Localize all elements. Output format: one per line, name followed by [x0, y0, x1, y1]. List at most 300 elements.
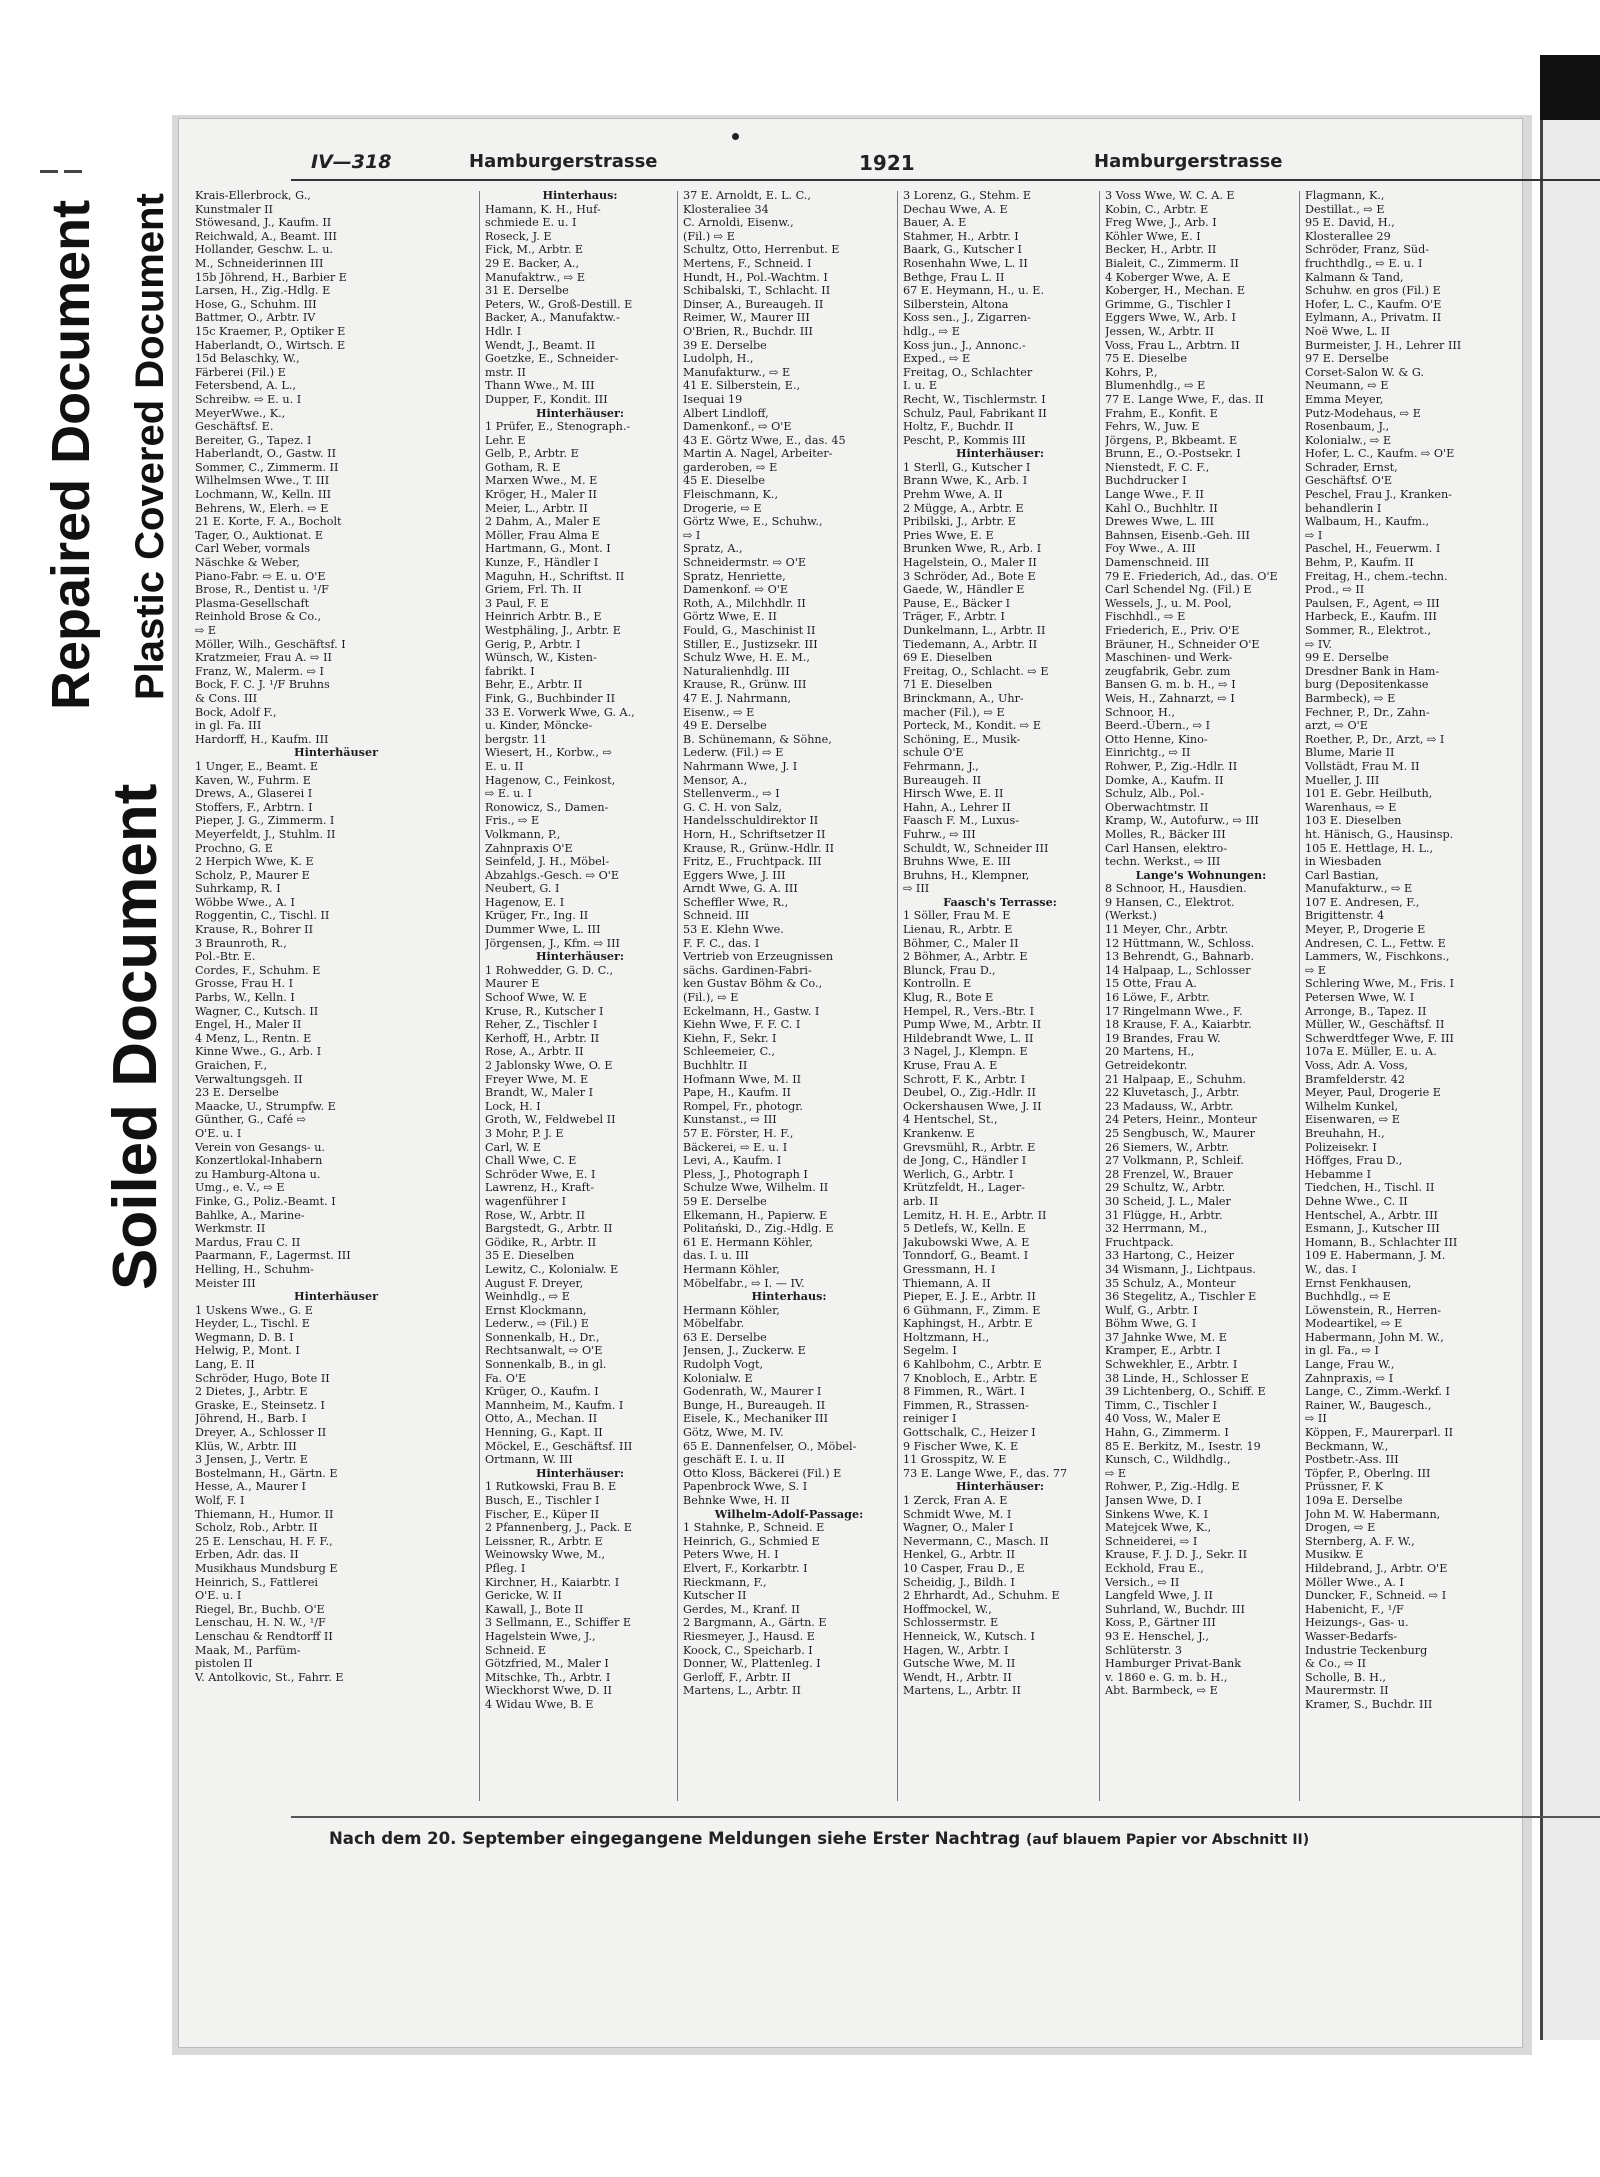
directory-entry: Bauer, A. E: [903, 216, 967, 230]
directory-entry: Kunstanst., ⇨ III: [683, 1113, 777, 1127]
directory-entry: Kramp, W., Autofurw., ⇨ III: [1105, 814, 1259, 828]
directory-entry: Carl, W. E: [485, 1140, 542, 1154]
directory-entry: Brose, R., Dentist u. ¹/F: [195, 583, 329, 597]
directory-entry: Haberlandt, O., Wirtsch. E: [195, 338, 346, 352]
directory-entry: 15b Jöhrend, H., Barbier E: [195, 270, 347, 284]
directory-entry: (Werkst.): [1105, 909, 1157, 923]
directory-entry: Pieper, J. G., Zimmerm. I: [195, 814, 335, 828]
directory-entry: Klosterallee 29: [1305, 229, 1391, 243]
directory-entry: 105 E. Hettlage, H. L.,: [1305, 841, 1434, 855]
directory-entry: Geschäftsf. O'E: [1305, 474, 1393, 488]
directory-entry: fabrikt. I: [485, 664, 535, 678]
directory-entry: 31 E. Derselbe: [485, 284, 569, 298]
directory-entry: Henning, G., Kapt. II: [485, 1426, 603, 1440]
directory-entry: Dummer Wwe, L. III: [485, 923, 601, 937]
directory-entry: Molles, R., Bäcker III: [1105, 827, 1226, 841]
directory-entry: Vertrieb von Erzeugnissen: [683, 950, 834, 964]
directory-entry: Musikhaus Mundsburg E: [195, 1561, 338, 1575]
directory-entry: bergstr. 11: [485, 732, 547, 746]
directory-entry: Bock, Adolf F.,: [195, 705, 277, 719]
directory-entry: 3 Voss Wwe, W. C. A. E: [1105, 189, 1235, 202]
directory-entry: Krankenw. E: [903, 1126, 975, 1140]
directory-entry: Wagner, O., Maler I: [903, 1521, 1014, 1535]
directory-entry: Möller, Wilh., Geschäftsf. I: [195, 637, 346, 651]
directory-entry: Hildebrandt Wwe, L. II: [903, 1031, 1034, 1045]
directory-entry: Weis, H., Zahnarzt, ⇨ I: [1105, 691, 1235, 705]
directory-entry: Abzahlgs.-Gesch. ⇨ O'E: [485, 868, 620, 882]
directory-entry: Lock, H. I: [485, 1099, 541, 1113]
directory-entry: Becker, H., Arbtr. II: [1105, 243, 1217, 257]
directory-entry: burg (Depositenkasse: [1305, 678, 1429, 692]
directory-entry: Reinhold Brose & Co.,: [195, 610, 322, 624]
directory-entry: Verein von Gesangs- u.: [195, 1140, 325, 1154]
directory-entry: Carl Schendel Ng. (Fil.) E: [1105, 583, 1252, 597]
directory-entry: Schneidermstr. ⇨ O'E: [683, 556, 807, 570]
directory-entry: Schleemeier, C.,: [683, 1045, 775, 1059]
directory-entry: Schneid. E: [485, 1643, 546, 1657]
directory-entry: Oberwachtmstr. II: [1105, 800, 1209, 814]
directory-entry: W., das. I: [1305, 1262, 1357, 1276]
directory-entry: Klüs, W., Arbtr. III: [195, 1439, 297, 1453]
directory-entry: Arndt Wwe, G. A. III: [683, 882, 798, 896]
directory-entry: u. Kinder, Mönckе-: [485, 719, 593, 733]
directory-entry: 3 Paul, F. E: [485, 596, 549, 610]
directory-entry: 41 E. Silberstein, E.,: [683, 379, 801, 393]
directory-entry: Krüger, Fr., Ing. II: [485, 909, 589, 923]
directory-entry: Möbelfabr., ⇨ I. — IV.: [683, 1276, 805, 1290]
directory-entry: Behrens, W., Elerh. ⇨ E: [195, 501, 329, 515]
directory-entry: Hinterhäuser:: [955, 1480, 1045, 1494]
directory-entry: Schuhw. en gros (Fil.) E: [1305, 284, 1441, 298]
directory-entry: MeyerWwe., K.,: [195, 406, 286, 420]
directory-entry: wagenführer I: [485, 1194, 567, 1208]
mark-dash: [64, 170, 82, 173]
directory-entry: 13 Behrendt, G., Bahnarb.: [1105, 950, 1255, 964]
directory-entry: Maurer E: [485, 977, 540, 991]
directory-entry: Corset-Salon W. & G.: [1305, 365, 1424, 379]
directory-entry: Fick, M., Arbtr. E: [485, 243, 584, 257]
directory-entry: Hildebrand, J., Arbtr. O'E: [1305, 1561, 1448, 1575]
directory-entry: Friederich, E., Priv. O'E: [1105, 624, 1240, 637]
directory-entry: Matejcek Wwe, K.,: [1105, 1521, 1212, 1535]
directory-entry: Henneick, W., Kutsch. I: [903, 1629, 1035, 1643]
directory-entry: Görtz Wwe, E. II: [683, 610, 777, 624]
directory-entry: Goetzke, E., Schneider-: [485, 352, 619, 366]
directory-entry: Hagenow, C., Feinkost,: [485, 773, 616, 787]
directory-entry: 33 E. Vorwerk Wwe, G. A.,: [485, 705, 635, 719]
directory-entry: Ronowicz, S., Damen-: [485, 800, 609, 814]
directory-entry: Hinterhäuser: [294, 1290, 378, 1304]
directory-entry: Habermann, John M. W.,: [1305, 1330, 1444, 1344]
directory-entry: 2 Herpich Wwe, K. E: [195, 855, 314, 869]
directory-entry: pistolen II: [195, 1657, 253, 1671]
mark-dash: [40, 170, 58, 173]
directory-entry: Elvert, F., Korkarbtr. I: [683, 1561, 808, 1575]
directory-entry: Schröder, Franz, Süd-: [1305, 243, 1430, 257]
directory-entry: Wünsch, W., Kisten-: [485, 651, 597, 665]
directory-entry: Görtz Wwe, E., Schuhw.,: [683, 515, 823, 529]
directory-entry: Schulz, Paul, Fabrikant II: [903, 406, 1047, 420]
directory-entry: Bunge, H., Bureaugeh. II: [683, 1398, 826, 1412]
directory-entry: Schrader, Ernst,: [1305, 460, 1398, 474]
directory-entry: Kobin, C., Arbtr. E: [1105, 202, 1209, 216]
directory-entry: Kröger, H., Maler II: [485, 488, 597, 502]
directory-entry: M., Schneiderinnen III: [195, 256, 324, 270]
directory-entry: Fruchtpack.: [1105, 1235, 1174, 1249]
directory-entry: Hahn, G., Zimmerm. I: [1105, 1426, 1229, 1440]
directory-entry: Schöning, E., Musik-: [903, 732, 1021, 746]
directory-entry: Fischer, E., Küper II: [485, 1507, 600, 1521]
directory-entry: Götzfried, M., Maler I: [485, 1657, 609, 1671]
directory-entry: Destillat., ⇨ E: [1305, 202, 1385, 216]
directory-entry: Pfleg. I: [485, 1561, 526, 1575]
directory-entry: Fleischmann, K.,: [683, 488, 779, 502]
directory-entry: Rechtsanwalt, ⇨ O'E: [485, 1344, 603, 1358]
directory-entry: Eylmann, A., Privatm. II: [1305, 311, 1442, 325]
directory-entry: Paschel, H., Feuerwm. I: [1305, 542, 1441, 556]
directory-entry: geschäft E. I. u. II: [683, 1453, 785, 1467]
directory-entry: Lang, E. II: [195, 1358, 255, 1372]
directory-entry: Bruhns Wwe, E. III: [903, 855, 1011, 869]
directory-entry: Möller Wwe., A. I: [1305, 1575, 1404, 1589]
directory-entry: 103 E. Dieselben: [1305, 814, 1402, 828]
directory-entry: Fimmen, R., Strassen-: [903, 1398, 1029, 1412]
directory-entry: techn. Werkst., ⇨ III: [1105, 855, 1221, 869]
directory-entry: Jakubowski Wwe, A. E: [903, 1235, 1030, 1249]
directory-entry: Langfeld Wwe, J. II: [1105, 1589, 1213, 1603]
directory-entry: Fehrmann, J.,: [903, 759, 979, 773]
directory-entry: Lederw., ⇨ (Fil.) E: [485, 1317, 589, 1331]
directory-entry: Bruhns, H., Klempner,: [903, 868, 1030, 882]
directory-entry: Stellenverm., ⇨ I: [683, 787, 780, 801]
directory-entry: Maak, M., Parfüm-: [195, 1643, 301, 1657]
directory-entry: Hermann Köhler,: [683, 1303, 780, 1317]
directory-entry: 23 E. Derselbe: [195, 1086, 279, 1100]
directory-entry: I. u. E: [903, 379, 938, 393]
directory-entry: Hahn, A., Lehrer II: [903, 800, 1011, 814]
directory-entry: Krause, R., Bohrer II: [195, 923, 314, 937]
directory-entry: Silberstein, Altona: [903, 297, 1009, 311]
directory-entry: Schrott, F. K., Arbtr. I: [903, 1072, 1026, 1086]
directory-entry: Scholz, Rob., Arbtr. II: [195, 1521, 318, 1535]
directory-entry: Schlüterstr. 3: [1105, 1643, 1182, 1657]
directory-entry: 1 Rohwedder, G. D. C.,: [485, 963, 614, 977]
directory-entry: G. C. H. von Salz,: [683, 800, 782, 814]
directory-entry: Gerloff, F., Arbtr. II: [683, 1670, 791, 1684]
directory-entry: Böhm Wwe, G. I: [1105, 1317, 1197, 1331]
directory-entry: Pries Wwe, E. E: [903, 528, 994, 542]
directory-entry: Krützfeldt, H., Lager-: [903, 1181, 1025, 1195]
directory-entry: 31 Flügge, H., Arbtr.: [1105, 1208, 1223, 1222]
directory-entry: Behnke Wwe, H. II: [683, 1494, 790, 1507]
directory-entry: Schneid. III: [683, 909, 750, 923]
directory-entry: Reher, Z., Tischler I: [485, 1018, 598, 1032]
directory-entry: Lochmann, W., Kelln. III: [195, 488, 332, 502]
directory-entry: Rose, W., Arbtr. II: [485, 1208, 585, 1222]
directory-entry: Bereiter, G., Tapez. I: [195, 433, 312, 447]
directory-entry: Warenhaus, ⇨ E: [1305, 800, 1397, 814]
header-rule: [291, 179, 1600, 181]
directory-entry: ⇨ E. u. I: [485, 787, 532, 801]
directory-entry: 15d Belaschky, W.,: [195, 352, 300, 366]
directory-entry: Marxen Wwe., M. E: [485, 474, 598, 488]
directory-entry: 40 Voss, W., Maler E: [1105, 1412, 1221, 1426]
directory-entry: das. I. u. III: [683, 1249, 749, 1263]
directory-entry: Hardorff, H., Kaufm. III: [195, 732, 329, 746]
directory-entry: (Fil.) ⇨ E: [683, 229, 735, 243]
directory-entry: Sommer, C., Zimmerm. II: [195, 460, 339, 474]
directory-entry: Wolf, F. I: [195, 1494, 245, 1507]
directory-entry: Dresdner Bank in Ham-: [1305, 664, 1440, 678]
directory-entry: Tiedchen, H., Tischl. II: [1305, 1181, 1435, 1195]
directory-entry: Krais-Ellerbrock, G.,: [195, 189, 311, 202]
directory-entry: Roseck, J. E: [485, 229, 552, 243]
directory-entry: Krause, R., Grünw. III: [683, 678, 807, 692]
directory-entry: Carl Bastian,: [1305, 868, 1379, 882]
directory-entry: 19 Brandes, Frau W.: [1105, 1031, 1221, 1045]
directory-entry: Porteck, M., Kondit. ⇨ E: [903, 719, 1041, 733]
directory-entry: Manufakturw., ⇨ E: [1305, 882, 1413, 896]
directory-entry: Koss jun., J., Annonc.-: [903, 338, 1026, 352]
directory-entry: 101 E. Gebr. Heilbuth,: [1305, 787, 1433, 801]
directory-entry: Stöwesand, J., Kaufm. II: [195, 216, 332, 230]
directory-entry: Damenkonf., ⇨ O'E: [683, 420, 792, 434]
directory-entry: Griem, Frl. Th. II: [485, 583, 582, 597]
directory-entry: 39 Lichtenberg, O., Schiff. E: [1105, 1385, 1266, 1399]
directory-column-3: [683, 189, 895, 1789]
directory-entry: F. F. C., das. I: [683, 936, 760, 950]
directory-entry: Freyer Wwe, M. E: [485, 1072, 589, 1086]
directory-entry: Wiesert, H., Korbw., ⇨: [485, 746, 612, 760]
directory-entry: 25 Sengbusch, W., Maurer: [1105, 1126, 1255, 1140]
directory-entry: Damenschneid. III: [1105, 556, 1210, 570]
directory-entry: arb. II: [903, 1194, 939, 1208]
directory-entry: Sonnenkalb, H., Dr.,: [485, 1330, 600, 1344]
directory-entry: Habenicht, F., ¹/F: [1305, 1602, 1404, 1616]
directory-entry: Zahnpraxis, ⇨ I: [1305, 1371, 1394, 1385]
directory-entry: 21 Halpaap, E., Schuhm.: [1105, 1072, 1247, 1086]
directory-entry: Paarmann, F., Lagermst. III: [195, 1249, 351, 1263]
directory-entry: Maguhn, H., Schriftst. II: [485, 569, 625, 583]
directory-entry: Suhrkamp, R. I: [195, 882, 281, 896]
directory-entry: Stiller, E., Justizsekr. III: [683, 637, 818, 651]
directory-entry: Hartmann, G., Mont. I: [485, 542, 611, 556]
directory-entry: 35 Schulz, A., Monteur: [1105, 1276, 1236, 1290]
directory-entry: 109 E. Habermann, J. M.: [1305, 1249, 1446, 1263]
directory-entry: Kruse, R., Kutscher I: [485, 1004, 604, 1018]
directory-entry: Schibalski, T., Schlacht. II: [683, 284, 831, 298]
directory-entry: Werkmstr. II: [195, 1222, 266, 1236]
directory-entry: Graske, E., Steinsetz. I: [195, 1398, 325, 1412]
directory-entry: 49 E. Derselbe: [683, 719, 767, 733]
directory-entry: Lederw. (Fil.) ⇨ E: [683, 746, 784, 760]
directory-entry: 4 Menz, L., Rentn. E: [195, 1031, 312, 1045]
directory-entry: Lehr. E: [485, 433, 526, 447]
directory-entry: Hermann Köhler,: [683, 1262, 780, 1276]
directory-entry: Träger, F., Arbtr. I: [903, 610, 1005, 624]
directory-entry: 12 Hüttmann, W., Schloss.: [1105, 936, 1255, 950]
directory-entry: 65 E. Dannenfelser, O., Möbel-: [683, 1439, 857, 1453]
directory-entry: Scheidig, J., Bildh. I: [903, 1575, 1015, 1589]
directory-entry: 14 Halpaap, L., Schlosser: [1105, 963, 1251, 977]
directory-entry: Beerd.-Übern., ⇨ I: [1105, 719, 1211, 733]
directory-entry: 6 Kahlbohm, C., Arbtr. E: [903, 1358, 1042, 1372]
directory-entry: August F. Dreyer,: [485, 1276, 584, 1290]
directory-entry: Beckmann, W.,: [1305, 1439, 1389, 1453]
directory-entry: 2 Bargmann, A., Gärtn. E: [683, 1616, 827, 1630]
directory-entry: Bahnsen, Eisenb.-Geh. III: [1105, 528, 1250, 542]
directory-entry: Arronge, B., Tapez. II: [1305, 1004, 1427, 1018]
directory-entry: Volkmann, P.,: [485, 827, 561, 841]
directory-entry: 10 Casper, Frau D., E: [903, 1561, 1025, 1575]
footer-note: [329, 1829, 1309, 1848]
directory-column-5: [1105, 189, 1297, 1789]
directory-entry: 23 Madauss, W., Arbtr.: [1105, 1099, 1234, 1113]
street-heading-right: Hamburgerstrasse: [1094, 151, 1283, 172]
directory-entry: Roether, P., Dr., Arzt, ⇨ I: [1305, 732, 1445, 746]
directory-entry: Meyer, Paul, Drogerie E: [1305, 1086, 1441, 1100]
directory-entry: Mueller, J. III: [1305, 773, 1380, 787]
directory-entry: Kerhoff, H., Arbtr. II: [485, 1031, 600, 1045]
directory-entry: Blunck, Frau D.,: [903, 963, 996, 977]
directory-entry: Faasch F. M., Luxus-: [903, 814, 1020, 828]
directory-entry: de Jong, C., Händler I: [903, 1154, 1027, 1168]
directory-entry: 59 E. Derselbe: [683, 1194, 767, 1208]
directory-entry: Bargstedt, G., Arbtr. II: [485, 1222, 613, 1236]
directory-entry: Flagmann, K.,: [1305, 189, 1385, 202]
directory-entry: Rainer, W., Baugesch.,: [1305, 1398, 1432, 1412]
directory-entry: Wulf, G., Arbtr. I: [1105, 1303, 1198, 1317]
directory-entry: Ockershausen Wwe, J. II: [903, 1099, 1042, 1113]
directory-entry: Wendt, J., Beamt. II: [485, 338, 596, 352]
column-rule: [479, 191, 480, 1801]
directory-entry: Faasch's Terrasse:: [943, 895, 1057, 909]
directory-entry: Jörgens, P., Bkbeamt. E: [1105, 433, 1238, 447]
directory-entry: 6 Gühmann, F., Zimm. E: [903, 1303, 1041, 1317]
directory-entry: 35 E. Dieselben: [485, 1249, 575, 1263]
directory-entry: Lenschau & Rendtorff II: [195, 1629, 333, 1643]
directory-entry: Nienstedt, F. C. F.,: [1105, 460, 1210, 474]
directory-entry: 32 Herrmann, M.,: [1105, 1222, 1208, 1236]
directory-entry: Lange, Frau W.,: [1305, 1358, 1395, 1372]
directory-entry: Höffges, Frau D.,: [1305, 1154, 1403, 1168]
directory-entry: Götz, Wwe, M. IV.: [683, 1426, 784, 1440]
directory-entry: 28 Frenzel, W., Brauer: [1105, 1167, 1233, 1181]
directory-entry: Carl Hansen, elektro-: [1105, 841, 1227, 855]
column-rule: [897, 191, 898, 1801]
directory-entry: Schultz, Otto, Herrenbut. E: [683, 243, 840, 257]
directory-entry: Schneiderei, ⇨ I: [1105, 1534, 1198, 1548]
directory-entry: & Co., ⇨ II: [1305, 1657, 1367, 1671]
directory-entry: Vollstädt, Frau M. II: [1305, 759, 1420, 773]
directory-entry: Neubert, G. I: [485, 882, 560, 896]
directory-entry: Dinser, A., Bureaugeh. II: [683, 297, 824, 311]
directory-entry: Damenkonf. ⇨ O'E: [683, 583, 788, 597]
directory-entry: Heinrich, S., Fattlerei: [195, 1575, 319, 1589]
directory-entry: 53 E. Klehn Wwe.: [683, 923, 784, 937]
directory-entry: Tonndorf, G., Beamt. I: [903, 1249, 1029, 1263]
directory-entry: Noë Wwe, L. II: [1305, 324, 1390, 338]
directory-entry: Klosteraliee 34: [683, 202, 769, 216]
directory-entry: Busch, E., Tischler I: [485, 1494, 600, 1507]
directory-entry: 8 Fimmen, R., Wärt. I: [903, 1385, 1025, 1399]
directory-entry: Drews, A., Glaserei I: [195, 787, 313, 801]
directory-entry: Klug, R., Bote E: [903, 991, 994, 1005]
directory-entry: 69 E. Dieselben: [903, 651, 993, 665]
directory-entry: 2 Dietes, J., Arbtr. E: [195, 1385, 308, 1399]
directory-column-6: [1305, 189, 1515, 1789]
column-rule: [1299, 191, 1300, 1801]
directory-entry: Heinrich, G., Schmied E: [683, 1534, 820, 1548]
directory-entry: 8 Schnoor, H., Hausdien.: [1105, 882, 1247, 896]
directory-entry: O'E. u. I: [195, 1126, 242, 1140]
directory-column-4: [903, 189, 1097, 1789]
directory-entry: Duncker, F., Schneid. ⇨ I: [1305, 1589, 1447, 1603]
directory-entry: Hollander, Geschw. L. u.: [195, 243, 333, 257]
directory-entry: Haberlandt, O., Gastw. II: [195, 447, 337, 461]
directory-entry: Henkel, G., Arbtr. II: [903, 1548, 1016, 1562]
directory-entry: Groth, W., Feldwebel II: [485, 1113, 616, 1127]
directory-entry: O'E. u. I: [195, 1589, 242, 1603]
directory-entry: 2 Mügge, A., Arbtr. E: [903, 501, 1024, 515]
directory-entry: Rosenbaum, J.,: [1305, 420, 1390, 434]
directory-entry: 34 Wismann, J., Lichtpaus.: [1105, 1262, 1256, 1276]
directory-entry: Möller, Frau Alma E: [485, 528, 600, 542]
directory-entry: schmiede E. u. I: [485, 216, 577, 230]
directory-entry: 3 Schröder, Ad., Bote E: [903, 569, 1036, 583]
directory-entry: Pribilski, J., Arbtr. E: [903, 515, 1016, 529]
directory-entry: Polizeisekr. I: [1305, 1140, 1377, 1154]
directory-entry: Meyerfeldt, J., Stuhlm. II: [195, 827, 336, 841]
directory-entry: Reichwald, A., Beamt. III: [195, 229, 337, 243]
directory-entry: ⇨ E: [1305, 963, 1327, 977]
directory-entry: 3 Sellmann, E., Schiffer E: [485, 1616, 632, 1630]
directory-entry: Koberger, H., Mechan. E: [1105, 284, 1246, 298]
directory-entry: mstr. II: [485, 365, 526, 379]
directory-entry: Ernst Klockmann,: [485, 1303, 587, 1317]
directory-entry: Lewitz, C., Kolonialw. E: [485, 1262, 619, 1276]
directory-entry: Chall Wwe, C. E: [485, 1154, 577, 1168]
directory-entry: Bäckerei, ⇨ E. u. I: [683, 1140, 788, 1154]
directory-entry: Kaven, W., Fuhrm. E: [195, 773, 311, 787]
directory-entry: Wendt, H., Arbtr. II: [903, 1670, 1012, 1684]
directory-entry: Wasser-Bedarfs-: [1305, 1629, 1398, 1643]
directory-entry: Backer, A., Manufaktw.-: [485, 311, 620, 325]
directory-entry: Meier, L., Arbtr. II: [485, 501, 588, 515]
directory-entry: Hinterhaus:: [542, 189, 618, 202]
directory-entry: Harbeck, E., Kaufm. III: [1305, 610, 1437, 624]
directory-entry: Gerdes, M., Kranf. II: [683, 1602, 800, 1616]
directory-entry: Dupper, F., Kondit. III: [485, 392, 608, 406]
directory-entry: Otto Kloss, Bäckerei (Fil.) E: [683, 1466, 842, 1480]
directory-entry: John M. W. Habermann,: [1305, 1507, 1441, 1521]
directory-entry: Gutsche Wwe, M. II: [903, 1657, 1016, 1671]
directory-entry: Behr, E., Arbtr. II: [485, 678, 583, 692]
directory-entry: 3 Braunroth, R.,: [195, 936, 287, 950]
adjacent-page-edge: [1540, 120, 1600, 2040]
directory-entry: Spratz, A.,: [683, 542, 743, 556]
directory-entry: Umg., e. V., ⇨ E: [195, 1181, 285, 1195]
directory-entry: Barmbeck), ⇨ E: [1305, 691, 1396, 705]
directory-entry: Getreidekontr.: [1105, 1059, 1188, 1072]
directory-entry: Prochno, G. E: [195, 841, 273, 855]
directory-entry: Drewes Wwe, L. III: [1105, 515, 1215, 529]
directory-entry: Kohrs, P.,: [1105, 365, 1158, 379]
document-page: [178, 118, 1523, 2048]
directory-entry: Dunkelmann, L., Arbtr. II: [903, 624, 1046, 637]
directory-entry: Mannheim, M., Kaufm. I: [485, 1398, 624, 1412]
directory-entry: 37 E. Arnoldt, E. L. C.,: [683, 189, 811, 202]
